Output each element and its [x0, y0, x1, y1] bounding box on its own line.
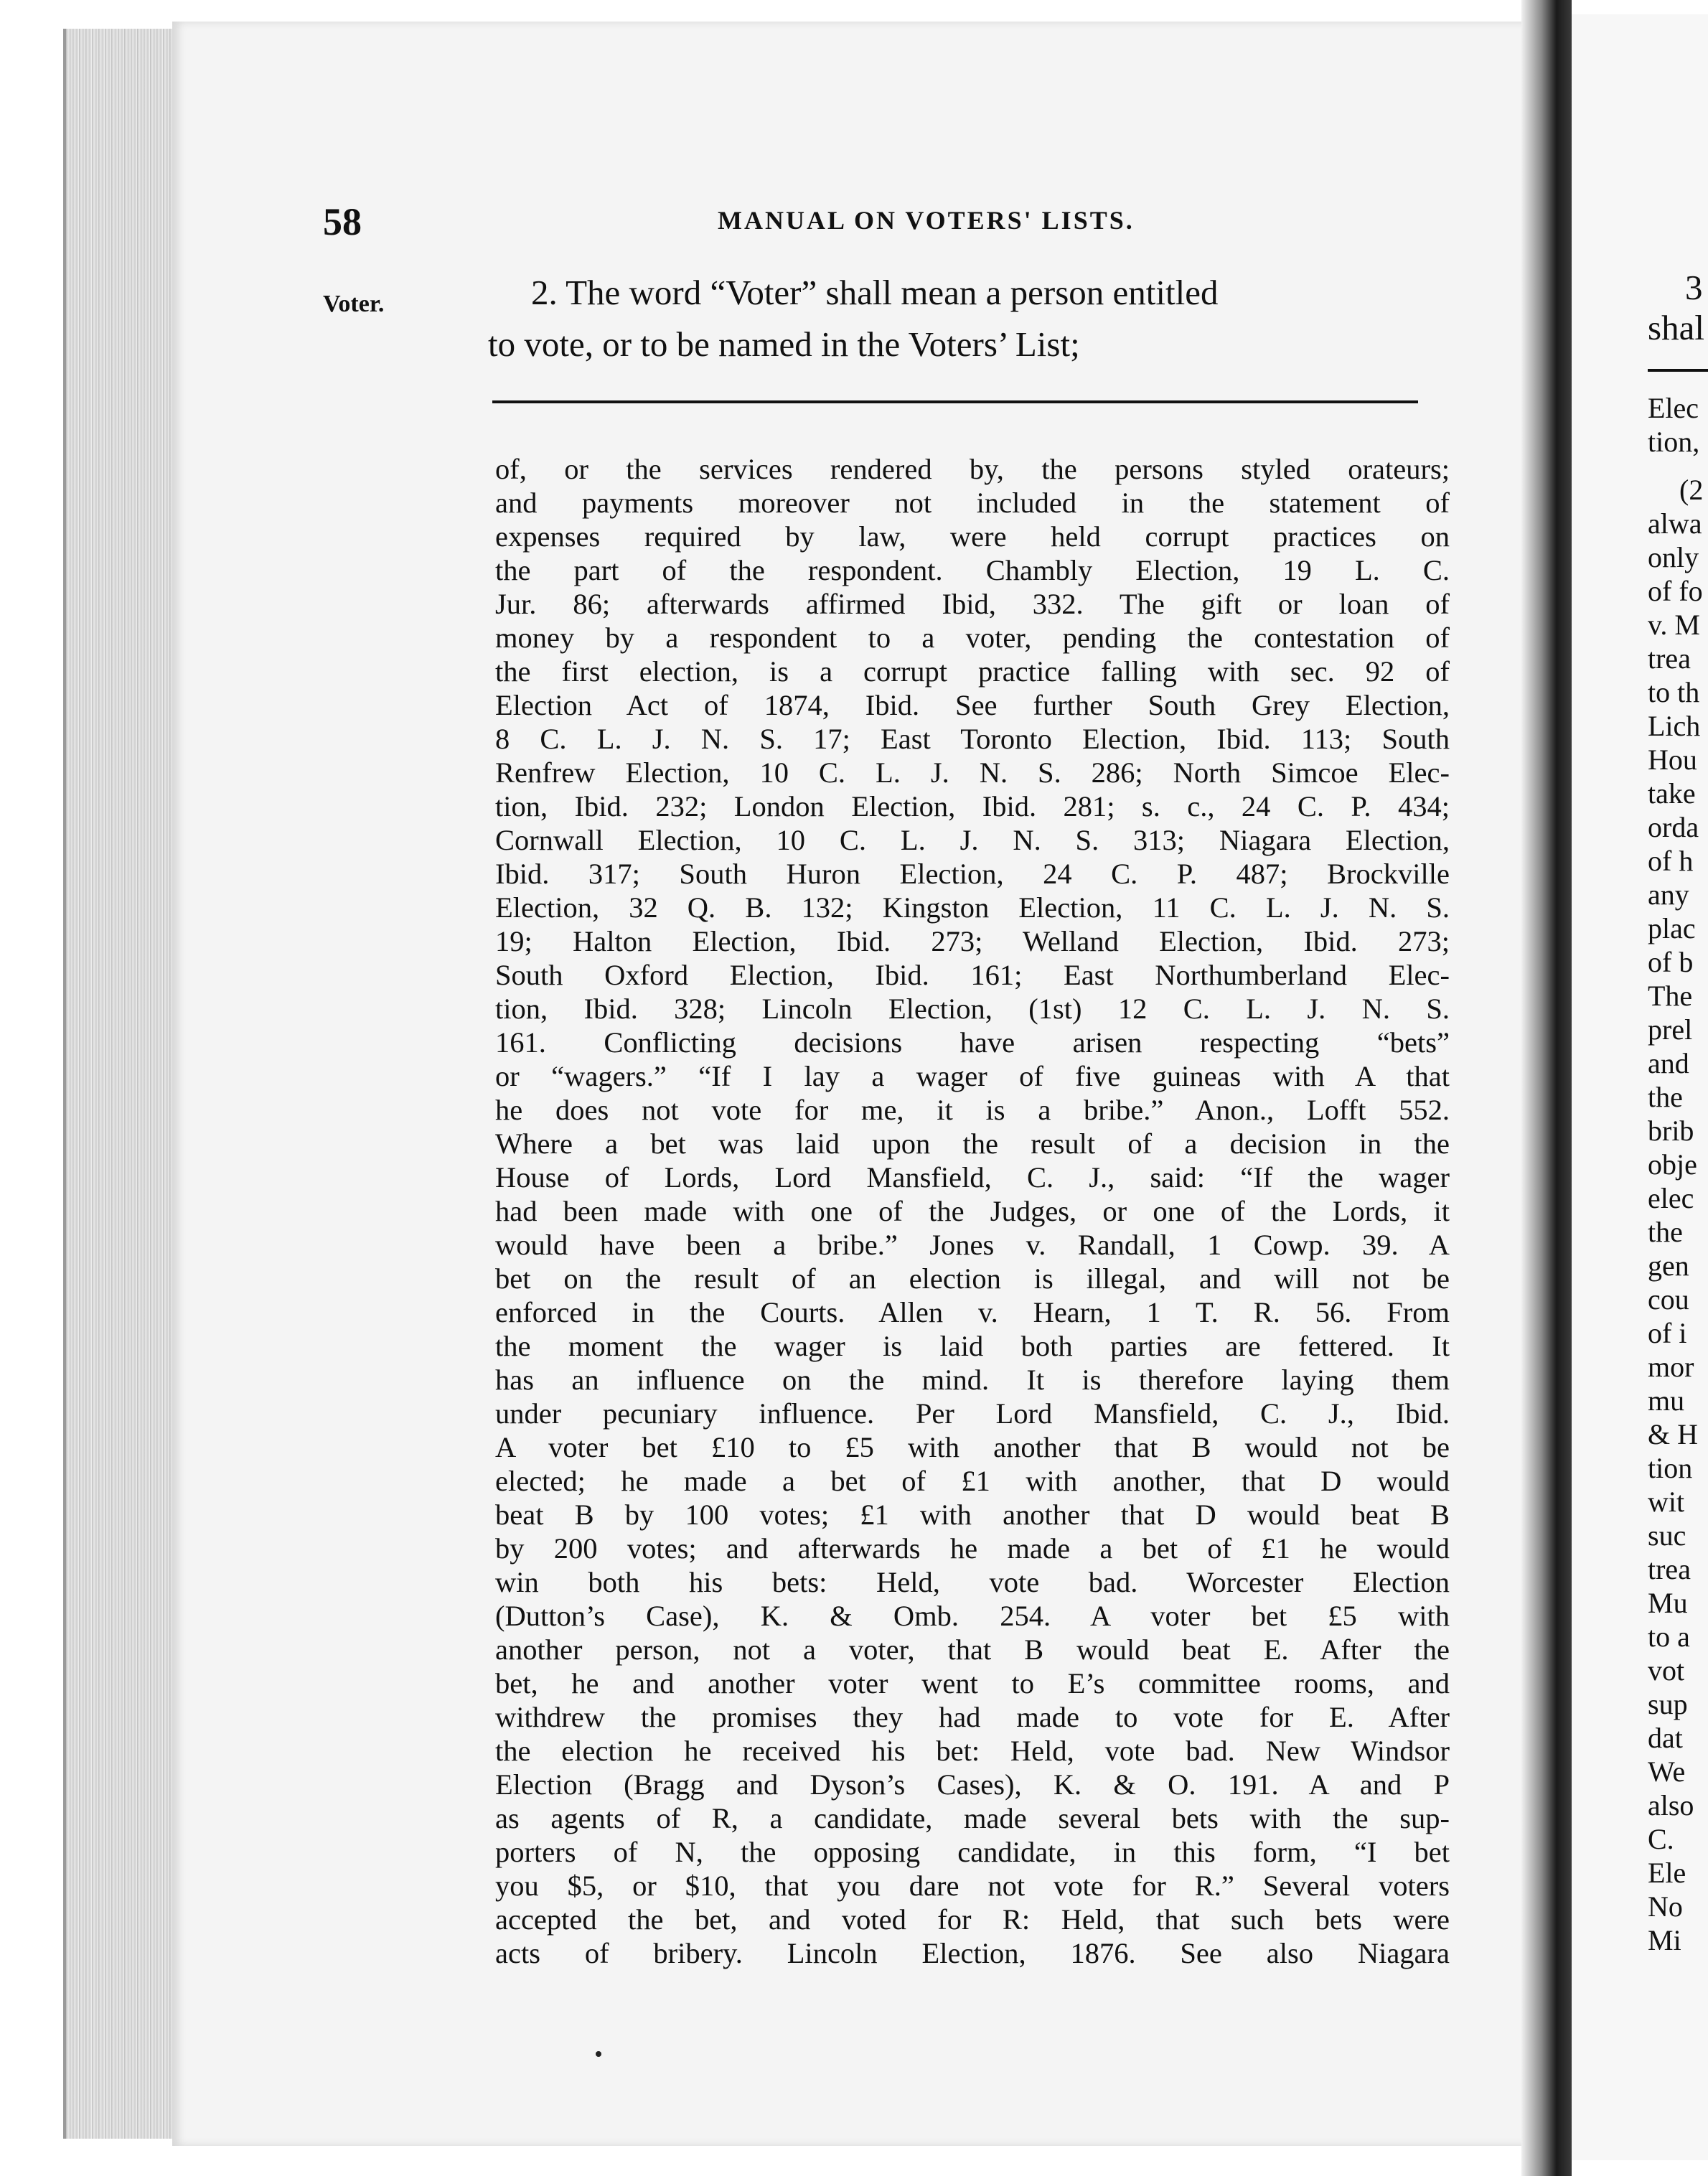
- footnote-line: House of Lords, Lord Mansfield, C. J., said: “If the wager: [495, 1161, 1450, 1193]
- footnote-line: (Dutton’s Case), K. & Omb. 254. A voter bet £5 with: [495, 1600, 1450, 1632]
- facing-page-line: mu: [1648, 1384, 1685, 1417]
- footnote-line: the first election, is a corrupt practice falling with sec. 92 of: [495, 655, 1450, 688]
- facing-page-line: cou: [1648, 1283, 1689, 1316]
- footnote-text: [495, 452, 1450, 1970]
- book-gutter: [1521, 0, 1572, 2176]
- facing-page-line: trea: [1648, 642, 1691, 675]
- facing-page-line: wit: [1648, 1486, 1685, 1518]
- definition-paragraph: [488, 267, 1421, 370]
- footnote-line: as agents of R, a candidate, made several bets with the sup-: [495, 1802, 1450, 1834]
- definition-line: to vote, or to be named in the Voters’ List;: [488, 324, 1080, 364]
- facing-page-number-fragment: 3: [1685, 268, 1703, 307]
- footnote-line: accepted the bet, and voted for R: Held, that such bets were: [495, 1903, 1450, 1936]
- facing-page-line: also: [1648, 1789, 1694, 1821]
- facing-page-line: orda: [1648, 811, 1699, 843]
- footnote-line: and payments moreover not included in the statement of: [495, 487, 1450, 519]
- facing-page-line: any: [1648, 878, 1689, 911]
- facing-page-line: of h: [1648, 845, 1694, 877]
- facing-page-line: of i: [1648, 1317, 1687, 1349]
- facing-page-line: Mu: [1648, 1587, 1688, 1619]
- facing-page-line: suc: [1648, 1519, 1686, 1552]
- facing-page-line: to th: [1648, 676, 1700, 708]
- facing-page-line: to a: [1648, 1621, 1690, 1653]
- footnote-line: you $5, or $10, that you dare not vote for R.” Several voters: [495, 1870, 1450, 1902]
- facing-page-rule: [1648, 369, 1708, 372]
- footnote-line: bet on the result of an election is illegal, and will not be: [495, 1262, 1450, 1295]
- footnote-line: the part of the respondent. Chambly Election, 19 L. C.: [495, 554, 1450, 586]
- facing-page-line: Hou: [1648, 744, 1697, 776]
- footnote-line: another person, not a voter, that B would beat E. After the: [495, 1633, 1450, 1666]
- footnote-line: tion, Ibid. 232; London Election, Ibid. 281; s. c., 24 C. P. 434;: [495, 790, 1450, 822]
- facing-page-line: dat: [1648, 1722, 1683, 1754]
- page-edges: [63, 29, 181, 2139]
- footnote-line: Election, 32 Q. B. 132; Kingston Election, 11 C. L. J. N. S.: [495, 891, 1450, 924]
- footnote-line: win both his bets: Held, vote bad. Worcester Election: [495, 1566, 1450, 1598]
- footnote-line: enforced in the Courts. Allen v. Hearn, 1 T. R. 56. From: [495, 1296, 1450, 1328]
- footnote-line: has an influence on the mind. It is therefore laying them: [495, 1364, 1450, 1396]
- facing-page-line: elec: [1648, 1182, 1694, 1214]
- footnote-line: tion, Ibid. 328; Lincoln Election, (1st) 12 C. L. J. N. S.: [495, 993, 1450, 1025]
- footnote-line: elected; he made a bet of £1 with another, that D would: [495, 1465, 1450, 1497]
- footnote-line: had been made with one of the Judges, or one of the Lords, it: [495, 1195, 1450, 1227]
- facing-page-line: gen: [1648, 1249, 1689, 1282]
- footnote-line: South Oxford Election, Ibid. 161; East Northumberland Elec-: [495, 959, 1450, 991]
- footnote-line: 161. Conflicting decisions have arisen respecting “bets”: [495, 1026, 1450, 1059]
- running-head: MANUAL ON VOTERS' LISTS.: [718, 206, 1135, 235]
- footnote-line: expenses required by law, were held corrupt practices on: [495, 520, 1450, 553]
- footnote-line: acts of bribery. Lincoln Election, 1876. See also Niagara: [495, 1937, 1450, 1969]
- facing-page-line: Lich: [1648, 710, 1701, 742]
- facing-page-line: alwa: [1648, 507, 1702, 540]
- footnote-line: by 200 votes; and afterwards he made a bet of £1 he would: [495, 1532, 1450, 1565]
- facing-page-line: of b: [1648, 946, 1694, 978]
- facing-page-line: Mi: [1648, 1924, 1681, 1956]
- facing-page-line: and: [1648, 1047, 1689, 1079]
- facing-page-line: tion: [1648, 1452, 1693, 1484]
- footnote-line: 8 C. L. J. N. S. 17; East Toronto Election, Ibid. 113; South: [495, 723, 1450, 755]
- footnote-line: beat B by 100 votes; £1 with another that D would beat B: [495, 1499, 1450, 1531]
- facing-page-line: mor: [1648, 1351, 1694, 1383]
- facing-page-line: obje: [1648, 1148, 1697, 1181]
- facing-page-line: C.: [1648, 1823, 1674, 1855]
- facing-page-line: the: [1648, 1216, 1683, 1248]
- footnote-line: he does not vote for me, it is a bribe.” Anon., Lofft 552.: [495, 1094, 1450, 1126]
- footnote-line: 19; Halton Election, Ibid. 273; Welland Election, Ibid. 273;: [495, 925, 1450, 957]
- footnote-line: the moment the wager is laid both parties are fettered. It: [495, 1330, 1450, 1362]
- facing-page-line: vot: [1648, 1654, 1685, 1687]
- facing-page-line: tion,: [1648, 426, 1700, 458]
- facing-page-line: We: [1648, 1755, 1686, 1788]
- footnote-line: Ibid. 317; South Huron Election, 24 C. P. 487; Brockville: [495, 858, 1450, 890]
- footnote-line: Election Act of 1874, Ibid. See further South Grey Election,: [495, 689, 1450, 721]
- margin-note: Voter.: [323, 291, 385, 317]
- footnote-line: withdrew the promises they had made to vote for E. After: [495, 1701, 1450, 1733]
- facing-page-line: take: [1648, 777, 1696, 810]
- footnote-line: bet, he and another voter went to E’s committee rooms, and: [495, 1667, 1450, 1699]
- facing-page-line: The: [1648, 980, 1693, 1012]
- facing-page-line: Ele: [1648, 1857, 1686, 1889]
- facing-page-line: the: [1648, 1081, 1683, 1113]
- footnote-line: Jur. 86; afterwards affirmed Ibid, 332. The gift or loan of: [495, 588, 1450, 620]
- footnote-line: Where a bet was laid upon the result of a decision in the: [495, 1127, 1450, 1160]
- footnote-line: the election he received his bet: Held, vote bad. New Windsor: [495, 1735, 1450, 1767]
- footnote-line: or “wagers.” “If I lay a wager of five guineas with A that: [495, 1060, 1450, 1092]
- facing-page-line: trea: [1648, 1553, 1691, 1585]
- facing-page-line: sup: [1648, 1688, 1688, 1720]
- facing-page-line: plac: [1648, 912, 1696, 944]
- footnote-line: under pecuniary influence. Per Lord Mansfield, C. J., Ibid.: [495, 1397, 1450, 1430]
- footnote-line: porters of N, the opposing candidate, in this form, “I bet: [495, 1836, 1450, 1868]
- facing-page-line: Elec: [1648, 392, 1699, 424]
- footnote-line: of, or the services rendered by, the persons styled orateurs;: [495, 453, 1450, 485]
- facing-page-line: brib: [1648, 1115, 1694, 1147]
- footnote-line: Renfrew Election, 10 C. L. J. N. S. 286; North Simcoe Elec-: [495, 756, 1450, 789]
- footnote-rule: [492, 400, 1418, 403]
- footnote-line: money by a respondent to a voter, pending the contestation of: [495, 622, 1450, 654]
- facing-page-line: v. M: [1648, 609, 1700, 641]
- definition-line: 2. The word “Voter” shall mean a person entitled: [531, 273, 1219, 312]
- footnote-line: would have been a bribe.” Jones v. Randall, 1 Cowp. 39. A: [495, 1229, 1450, 1261]
- facing-page-line: (2: [1679, 474, 1704, 506]
- facing-page-line: & H: [1648, 1418, 1698, 1450]
- facing-page-line: No: [1648, 1890, 1683, 1923]
- footnote-line: Election (Bragg and Dyson’s Cases), K. & O. 191. A and P: [495, 1768, 1450, 1801]
- facing-page-heading-fragment: shal: [1648, 308, 1704, 347]
- facing-page-line: prel: [1648, 1013, 1693, 1046]
- footnote-line: Cornwall Election, 10 C. L. J. N. S. 313; Niagara Election,: [495, 824, 1450, 856]
- print-speck: [596, 2051, 601, 2057]
- facing-page-line: of fo: [1648, 575, 1703, 607]
- facing-page-line: only: [1648, 541, 1699, 573]
- footnote-line: A voter bet £10 to £5 with another that B would not be: [495, 1431, 1450, 1463]
- page-number: 58: [323, 200, 362, 243]
